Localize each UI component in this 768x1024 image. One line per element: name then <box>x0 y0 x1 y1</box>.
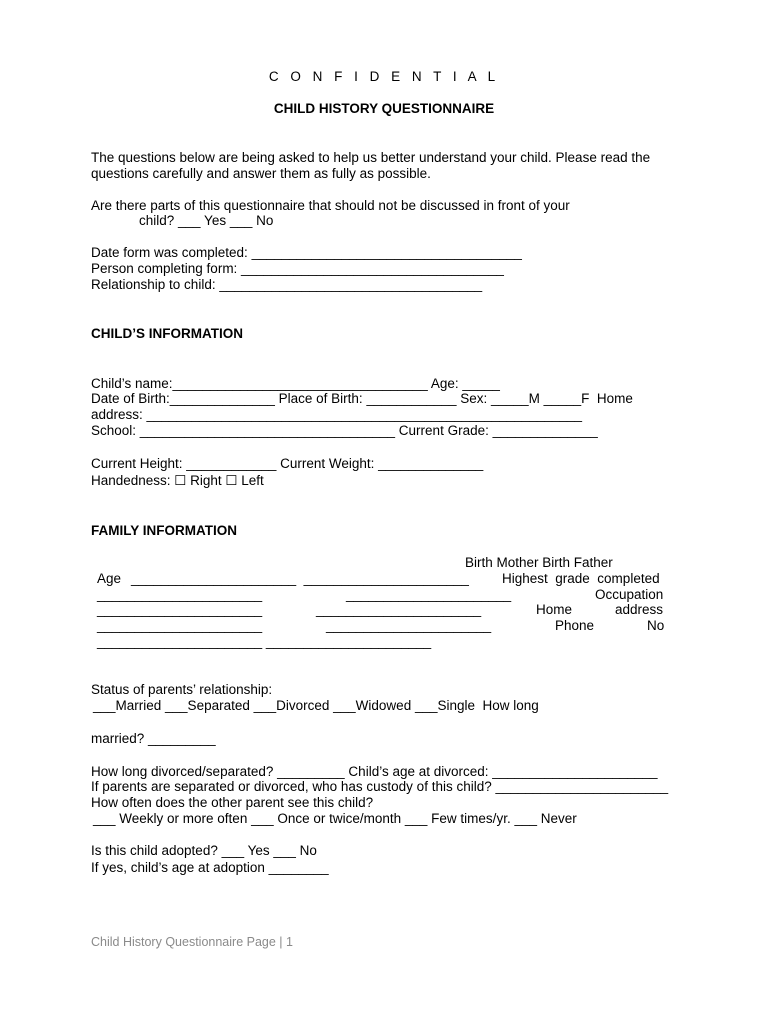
adoption-question: Is this child adopted? ___ Yes ___ No <box>91 843 317 858</box>
phone-blanks: ______________________ ______________________ <box>97 634 432 649</box>
highest-grade-label: Highest grade completed <box>502 571 660 586</box>
divorced-duration-field: How long divorced/separated? _________ Child’s age at divorced: ______________________ <box>91 764 658 779</box>
grade-blank-father: ______________________ <box>346 587 512 602</box>
address-blank-father: ______________________ <box>326 618 492 633</box>
confidential-label: C O N F I D E N T I A L <box>268 69 500 84</box>
parents-status-options: ___Married ___Separated ___Divorced ___Widowed ___Single How long <box>93 698 539 713</box>
home-address-label-2: address <box>615 602 664 617</box>
intro-line-1: The questions below are being asked to help us better understand your child. Please read the <box>91 150 651 165</box>
address-blank-mother: ______________________ <box>97 618 263 633</box>
date-completed-field: Date form was completed: ____________________________________ <box>91 245 522 260</box>
handedness-field: Handedness: ☐ Right ☐ Left <box>91 473 264 488</box>
age-blanks: ______________________ ______________________ <box>131 571 469 586</box>
occupation-label: Occupation <box>595 587 664 602</box>
grade-blank-mother: ______________________ <box>97 587 263 602</box>
dob-place-sex-field: Date of Birth:______________ Place of Birth: ____________ Sex: _____M _____F Home <box>91 391 633 406</box>
custody-field: If parents are separated or divorced, who has custody of this child? _______________________ <box>91 779 669 794</box>
parents-column-header: Birth Mother Birth Father <box>465 555 613 570</box>
age-label: Age <box>97 571 122 586</box>
parents-status-label: Status of parents’ relationship: <box>91 682 273 697</box>
occupation-blank-father: ______________________ <box>316 602 482 617</box>
adoption-age-field: If yes, child’s age at adoption ________ <box>91 860 329 875</box>
family-info-heading: FAMILY INFORMATION <box>91 523 238 538</box>
home-address-label: Home <box>536 602 573 617</box>
relationship-field: Relationship to child: ___________________________________ <box>91 277 483 292</box>
visit-frequency-question: How often does the other parent see this child? <box>91 795 374 810</box>
page-title: CHILD HISTORY QUESTIONNAIRE <box>273 101 495 116</box>
page-footer: Child History Questionnaire Page | 1 <box>91 935 293 949</box>
child-info-heading: CHILD’S INFORMATION <box>91 326 243 341</box>
occupation-blank-mother: ______________________ <box>97 602 263 617</box>
married-duration-field: married? _________ <box>91 731 216 746</box>
child-name-age-field: Child’s name:__________________________________ Age: _____ <box>91 376 500 391</box>
visit-frequency-options: ___ Weekly or more often ___ Once or twice/month ___ Few times/yr. ___ Never <box>93 811 577 826</box>
discussion-question: Are there parts of this questionnaire that should not be discussed in front of your <box>91 198 570 213</box>
height-weight-field: Current Height: ____________ Current Weight: ______________ <box>91 456 484 471</box>
intro-line-2: questions carefully and answer them as fully as possible. <box>91 166 431 181</box>
discussion-answer: child? ___ Yes ___ No <box>139 213 274 228</box>
person-completing-field: Person completing form: ___________________________________ <box>91 261 504 276</box>
phone-label: Phone <box>555 618 595 633</box>
home-address-field: address: __________________________________________________________ <box>91 407 582 422</box>
school-grade-field: School: __________________________________ Current Grade: ______________ <box>91 423 598 438</box>
phone-label-2: No <box>647 618 665 633</box>
